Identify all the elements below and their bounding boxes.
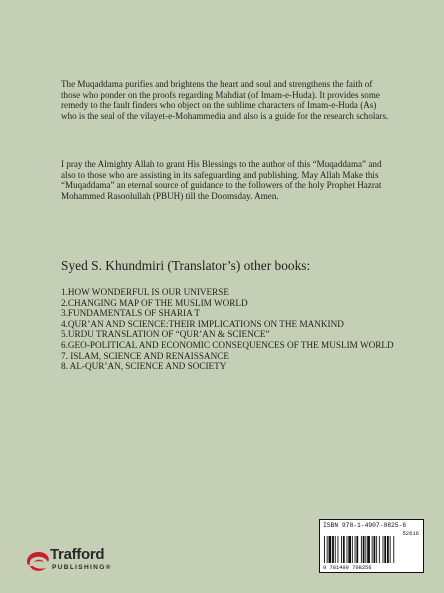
isbn-barcode [319,519,424,573]
barcode-bars [324,536,419,563]
book-item: 8. AL-QUR’AN, SCIENCE AND SOCIETY [61,361,227,372]
book-item: 3.FUNDAMENTALS OF SHARIA T [61,308,200,319]
intro-paragraph-1: The Muqaddama purifies and brightens the heart and soul and strengthens the faith of those who ponder on the proofs regarding Mahdiat (of Imam-e-Huda). It provides some remedy to the fault finders who object on the sublime characters of Imam-e-Huda (As) who is the seal of the vilayet-e-Mohammedia and also is a guide for the research scholars. [61,79,389,121]
trademark-symbol: ® [105,564,112,571]
barcode-addon: 52616 [402,530,419,537]
other-books-list [61,287,401,372]
book-item: 1.HOW WONDERFUL IS OUR UNIVERSE [61,287,230,297]
isbn-number: ISBN 978-1-4907-0825-6 [323,522,407,529]
intro-paragraph-2: I pray the Almighty Allah to grant His Blessings to the author of this “Muqaddama” and also to those who are assisting in its safeguarding and publishing. May Allah Make this “Muqaddama” an eternal source of guidance to the followers of the holy Prophet Hazrat Mohammed Rasoolullah (PBUH) till the Doomsday. Amen. [61,159,382,201]
trafford-swirl-icon [24,548,52,574]
book-item: 4.QUR’AN AND SCIENCE:THEIR IMPLICATIONS ON THE MANKIND [61,318,344,329]
publisher-tagline [52,564,112,571]
book-item: 5.URDU TRANSLATION OF “QUR’AN & SCIENCE” [61,329,270,340]
publisher-logo [24,548,164,574]
publisher-tagline-text: PUBLISHING [52,564,106,571]
barcode-digits: 9 781490 708256 [323,565,372,571]
book-item: 7. ISLAM, SCIENCE AND RENAISSANCE [61,350,229,361]
publisher-name: Trafford [50,546,105,563]
book-item: 2.CHANGING MAP OF THE MUSLIM WORLD [61,297,248,308]
other-books-heading: Syed S. Khundmiri (Translator’s) other books: [61,258,311,273]
book-item: 6.GEO-POLITICAL AND ECONOMIC CONSEQUENCES OF THE MUSLIM WORLD [61,339,394,350]
